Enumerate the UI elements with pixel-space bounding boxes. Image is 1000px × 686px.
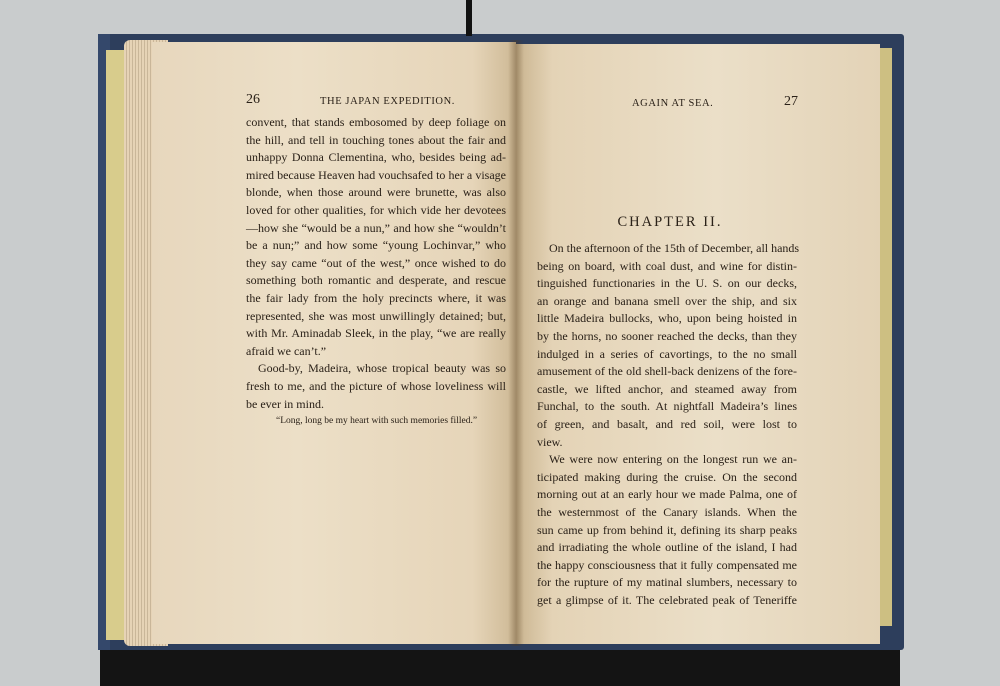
text-line: with Mr. Aminadab Sleek, in the play, “we are really xyxy=(246,326,506,341)
text-line: fresh to me, and the picture of whose loveliness will xyxy=(246,378,506,393)
left-running-head: THE JAPAN EXPEDITION. xyxy=(320,96,456,107)
text-line: Funchal, to the south. At nightfall Madeira’s lines xyxy=(537,399,797,414)
text-line: convent, that stands embosomed by deep foliage on xyxy=(246,115,506,129)
text-line: We were now entering on the longest run we an- xyxy=(549,452,797,467)
text-line: represented, she was most unwillingly detained; but, xyxy=(246,308,506,323)
text-line: being on board, with coal dust, and wine for distin- xyxy=(537,258,797,273)
book-gutter xyxy=(508,40,524,646)
text-line: afraid we can’t.” xyxy=(246,343,327,358)
text-line: little Madeira bullocks, who, upon being hoisted in xyxy=(537,311,797,326)
text-line: the westernmost of the Canary islands. When the xyxy=(537,504,797,519)
left-page-body xyxy=(246,114,506,431)
right-endpaper xyxy=(878,48,892,626)
text-line: sun came up from behind it, defining its sharp peaks xyxy=(537,522,797,537)
text-line: morning out at an early hour we made Palma, one of xyxy=(537,487,797,502)
text-line: Good-by, Madeira, whose tropical beauty was so xyxy=(258,361,506,376)
text-line: mired because Heaven had vouchsafed to her a visage xyxy=(246,167,506,182)
text-line: the hill, and tell in touching tones about the fair and xyxy=(246,132,506,147)
left-page-number: 26 xyxy=(246,92,260,107)
bookmark-ribbon xyxy=(466,0,472,36)
text-line: tinguished functionaries in the U. S. on our decks, xyxy=(537,276,797,291)
text-line: something both romantic and desperate, and rescue xyxy=(246,273,506,288)
text-line: of green, and basalt, and red soil, were lost to xyxy=(537,416,797,431)
chapter-title: CHAPTER II. xyxy=(617,214,723,230)
text-line: the happy consciousness that it fully compensated me xyxy=(537,557,797,572)
text-line: and irradiating the whole outline of the island, I had xyxy=(537,540,797,555)
text-line: indulged in a series of cavortings, to the no small xyxy=(537,346,797,361)
right-page-number: 27 xyxy=(784,94,798,109)
text-line: view. xyxy=(537,434,563,449)
text-line: they say came “out of the west,” once wished to do xyxy=(246,255,506,270)
text-line: an orange and banana smell over the ship, and six xyxy=(537,293,797,308)
text-line: loved for other qualities, for which vide her devotees xyxy=(246,202,506,217)
text-line: the fair lady from the holy precincts where, it was xyxy=(246,290,506,305)
text-line: be ever in mind. xyxy=(246,396,324,411)
text-line: for the rupture of my matinal slumbers, necessary to xyxy=(537,575,797,590)
text-line: —how she “would be a nun,” and how she “wouldn’t xyxy=(246,220,506,235)
quote-line: “Long, long be my heart with such memories filled.” xyxy=(276,416,478,427)
text-line: be a nun;” and how some “young Lochinvar,” who xyxy=(246,238,506,253)
text-line: On the afternoon of the 15th of December, all hands xyxy=(549,241,800,255)
text-line: get a glimpse of it. The celebrated peak of Teneriffe xyxy=(537,592,797,607)
text-line: amusement of the old shell-back denizens of the fore- xyxy=(537,364,797,379)
text-line: unhappy Donna Clementina, who, besides being ad- xyxy=(246,150,506,165)
text-line: blonde, when those around were brunette, was also xyxy=(246,185,506,200)
text-line: ticipated making during the cruise. On the second xyxy=(537,469,797,484)
right-page-body xyxy=(537,240,800,609)
right-running-head: AGAIN AT SEA. xyxy=(632,98,714,109)
text-line: by the horns, no sooner reached the decks, than they xyxy=(537,328,797,343)
text-line: castle, we lifted anchor, and steamed away from xyxy=(537,381,797,396)
